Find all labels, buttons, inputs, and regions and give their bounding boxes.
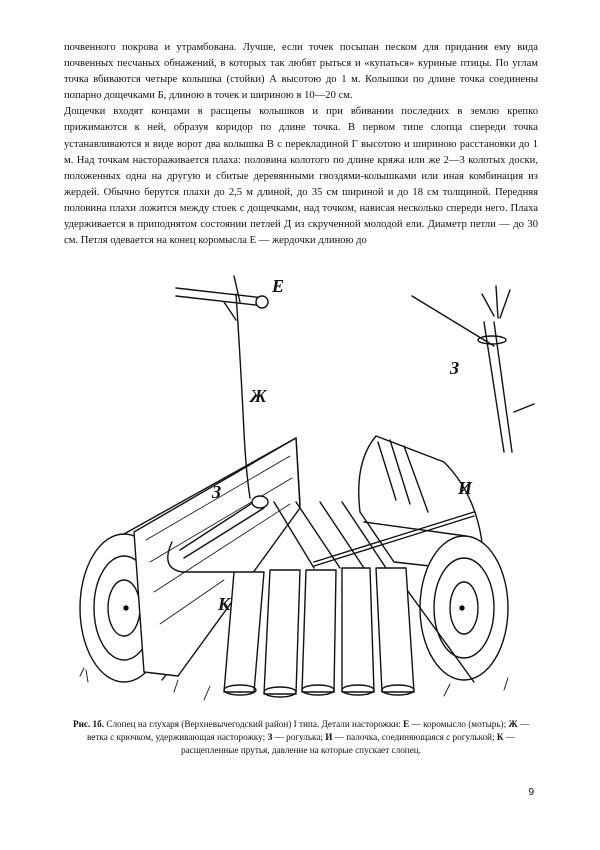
label-e: Е — [272, 276, 285, 296]
paragraph-1: почвенного покрова и утрамбована. Лучше, если точек посыпан песком для придания ему вида почвенных песчаных обнажений, в которых так любят рыться и «купаться» куриные птицы. По углам точка вбиваются четыре колышка (стойки) А высотою до 1 м. Колышки по длине точка соединены попарно дощечками Б, длиною в точек и шириною в 10—20 см. — [64, 42, 538, 102]
label-z: З — [212, 482, 222, 502]
caption-key-zh: Ж — [508, 719, 518, 729]
label-k: К — [218, 594, 231, 614]
figure-caption — [66, 718, 536, 757]
caption-text: Слопец на глухаря (Верхневычегодский район) I типа. Детали насторожки: — [104, 719, 404, 729]
caption-text: — ветка с крючком, удерживающая насторожку; — [87, 719, 530, 742]
paragraph-2: Дощечки входят концами в расщепы колышков и при вбивании последних в землю крепко прижимаются к ней, образуя коридор по длине точка. В первом типе слопца спереди точка устанавливаются в виде ворот два колышка В с перекладиной Г высотою и шириною расстановки до 1 м. Над точкам настораживается плаха: половина колотого по длине кряжа или же 2—3 колотых доски, положенных одна на другую и сбитые деревянными гвоздями-колышками или иная комбинация из жердей. Обычно берутся плахи до 2,5 м длиной, до 35 см шириной и до 18 см толщиной. Передняя половина плахи ложится между стоек с дощечками, над точком, нависая несколько спереди него. Плаха удерживается в приподнятом состоянии петлей Д из скрученной молодой ели. Диаметр петли — до 30 см. Петля одевается на конец коромысла Е — жердочки длиною до — [64, 106, 538, 247]
label-z-detail: З — [450, 358, 460, 378]
trap-illustration — [64, 272, 536, 712]
caption-key-z: З — [267, 732, 273, 742]
caption-key-i: И — [325, 732, 333, 742]
caption-text: — палочка, соединяющаяся с рогулькой; — [332, 732, 497, 742]
caption-key-e: Е — [403, 719, 410, 729]
detail-fork — [412, 286, 534, 452]
caption-figure-number: Рис. 1б. — [72, 719, 105, 729]
page-number: 9 — [528, 787, 534, 798]
label-i: И — [458, 478, 473, 498]
label-zh: Ж — [250, 386, 267, 406]
caption-key-k: К — [496, 732, 504, 742]
caption-text: — рогулька; — [272, 732, 326, 742]
body-text — [64, 40, 538, 249]
caption-text: — расщепленные прутья, давление на которые спускает слопец. — [180, 732, 515, 755]
caption-text: — коромысло (мотырь); — [409, 719, 509, 729]
